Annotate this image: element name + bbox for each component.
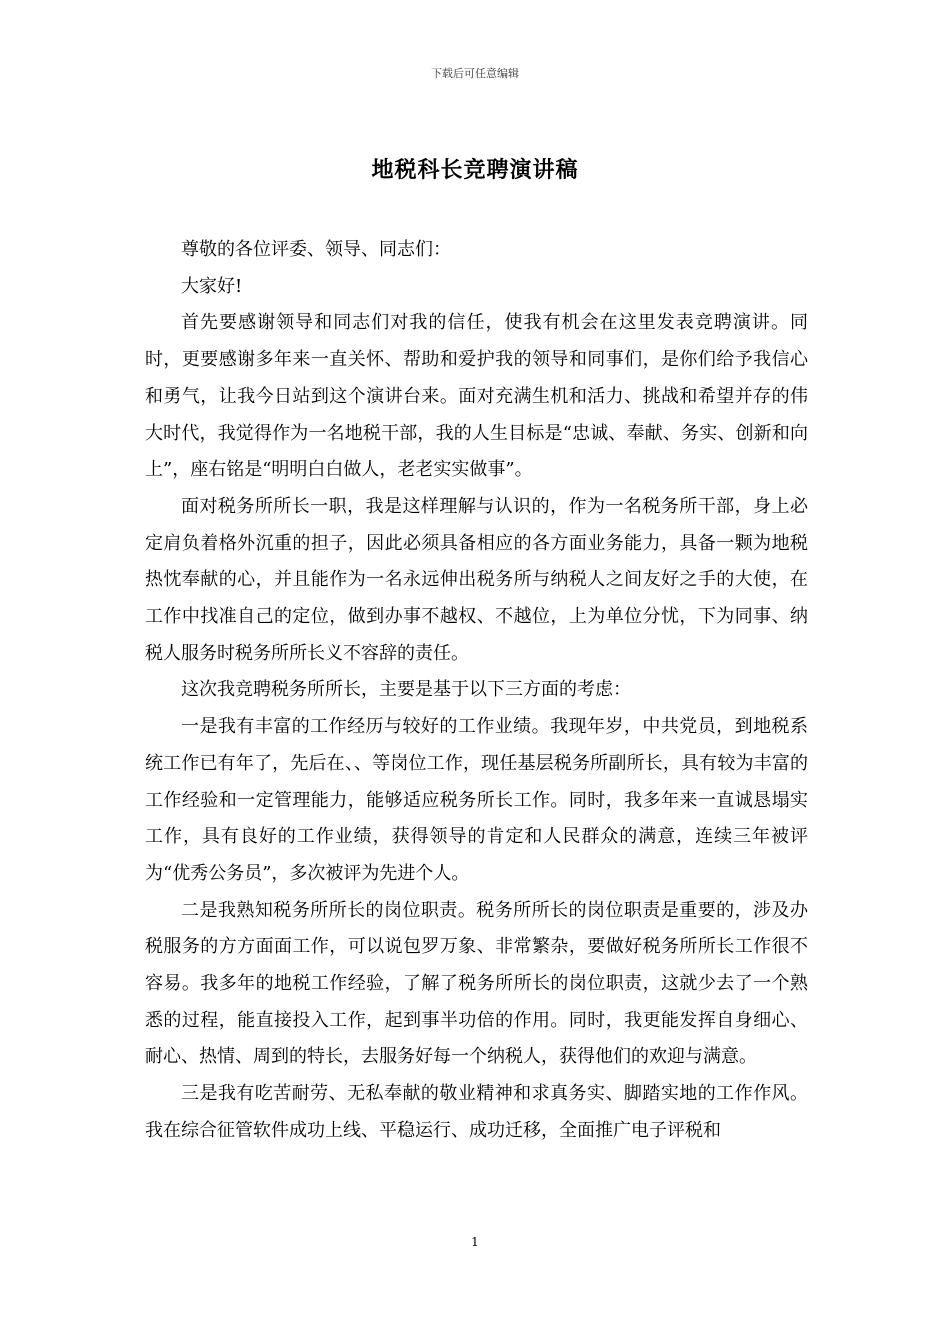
page-header: 下载后可任意编辑 — [431, 67, 519, 80]
paragraph: 面对税务所所长一职，我是这样理解与认识的，作为一名税务所干部，身上必定肩负着格外沉重的担子，因此必须具备相应的各方面业务能力，具备一颗为地税热忱奉献的心，并且能作为一名永远伸出税务所与纳税人之间友好之手的大使，在工作中找准自己的定位，做到办事不越权、不越位，上为单位分忧，下为同事、纳税人服务时税务所所长义不容辞的责任。 — [145, 495, 808, 664]
document-title: 地税科长竞聘演讲稿 — [371, 157, 579, 183]
page-number: 1 — [471, 1235, 479, 1249]
paragraph-greeting: 大家好! — [181, 275, 243, 297]
paragraph: 二是我熟知税务所所长的岗位职责。税务所所长的岗位职责是重要的，涉及办税服务的方方面面工作，可以说包罗万象、非常繁杂，要做好税务所所长工作很不容易。我多年的地税工作经验，了解了税务所所长的岗位职责，这就少去了一个熟悉的过程，能直接投入工作，起到事半功倍的作用。同时，我更能发挥自身细心、耐心、热情、周到的特长，去服务好每一个纳税人，获得他们的欢迎与满意。 — [145, 899, 808, 1068]
paragraph: 首先要感谢领导和同志们对我的信任，使我有机会在这里发表竞聘演讲。同时，更要感谢多年来一直关怀、帮助和爱护我的领导和同事们，是你们给予我信心和勇气，让我今日站到这个演讲台来。面对充满生机和活力、挑战和希望并存的伟大时代，我觉得作为一名地税干部，我的人生目标是“忠诚、奉献、务实、创新和向上”，座右铭是“明明白白做人，老老实实做事”。 — [145, 312, 808, 481]
paragraph: 这次我竞聘税务所所长，主要是基于以下三方面的考虑： — [181, 679, 631, 701]
document-body — [145, 232, 808, 1150]
paragraph: 三是我有吃苦耐劳、无私奉献的敬业精神和求真务实、脚踏实地的工作作风。我在综合征管软件成功上线、平稳运行、成功迁移，全面推广电子评税和 — [145, 1083, 808, 1141]
paragraph: 一是我有丰富的工作经历与较好的工作业绩。我现年岁，中共党员，到地税系统工作已有年了，先后在、、等岗位工作，现任基层税务所副所长，具有较为丰富的工作经验和一定管理能力，能够适应税务所长工作。同时，我多年来一直诚恳塌实工作，具有良好的工作业绩，获得领导的肯定和人民群众的满意，连续三年被评为“优秀公务员”，多次被评为先进个人。 — [145, 716, 808, 884]
paragraph-salutation: 尊敬的各位评委、领导、同志们： — [181, 239, 451, 260]
